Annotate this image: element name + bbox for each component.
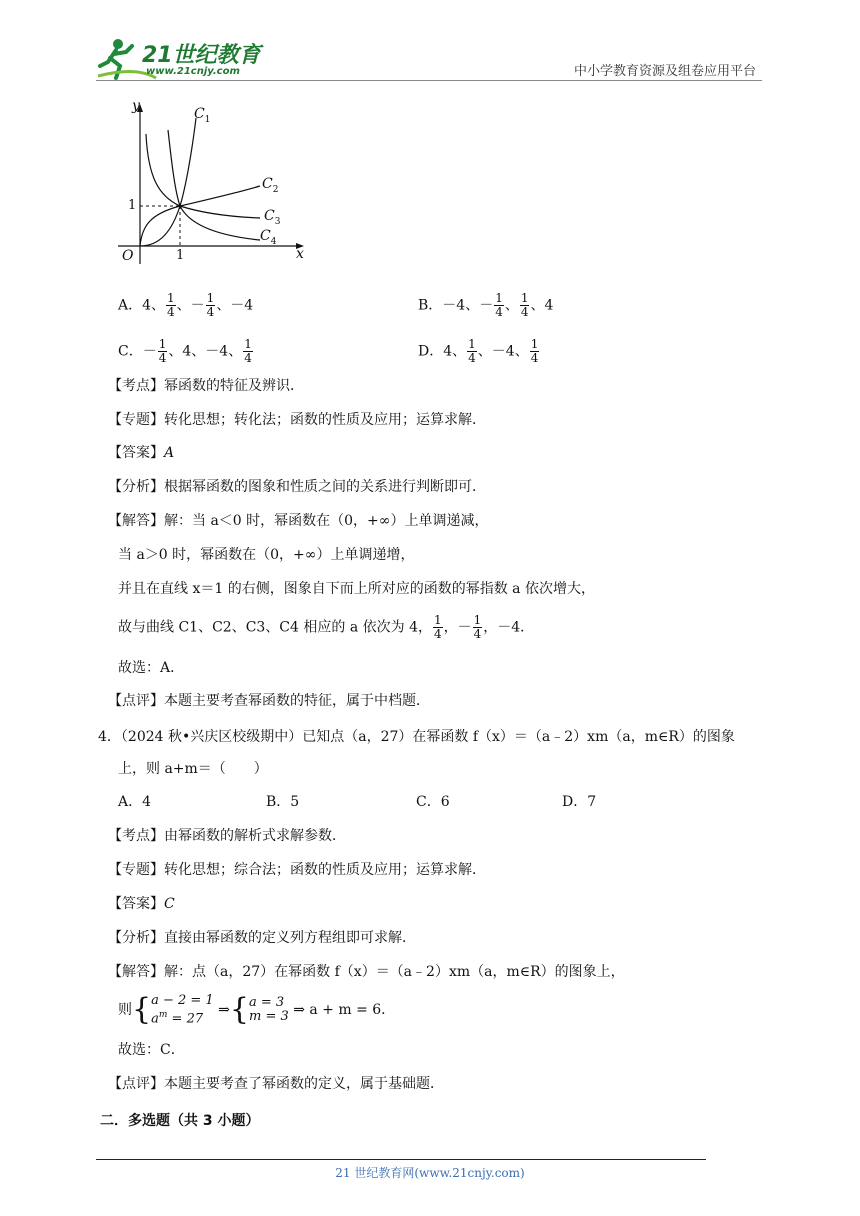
- q3-jieda-line4: 故与曲线 C1、C2、C3、C4 相应的 a 依次为 4， $\frac{1}{4}$ ，－ $\frac{1}{4}$ ，－4．: [118, 613, 535, 641]
- q3-option-b: B．－4、－ $\frac{1}{4}$ 、 $\frac{1}{4}$ 、4: [418, 291, 554, 319]
- q4-stem-line2: 上，则 a+m＝（ ）: [118, 761, 268, 777]
- q3-jieda-line1: 【解答】解：当 a＜0 时，幂函数在（0，+∞）上单调递减，: [108, 513, 489, 529]
- footer-link[interactable]: 21 世纪教育网(www.21cnjy.com): [335, 1166, 525, 1180]
- curve-c4-label: $C_4$: [260, 228, 277, 247]
- q4-answer: 【答案】C: [108, 896, 175, 912]
- q4-option-c: C．6: [416, 794, 450, 810]
- q3-fenxi: 【分析】根据幂函数的图象和性质之间的关系进行判断即可．: [108, 479, 486, 495]
- x-axis-label: x: [296, 246, 304, 262]
- q4-option-a: A．4: [118, 794, 152, 810]
- y-one-label: 1: [128, 198, 137, 213]
- site-logo: [96, 36, 266, 82]
- x-one-label: 1: [176, 248, 185, 263]
- q3-jieda-line2: 当 a＞0 时，幂函数在（0，+∞）上单调递增，: [118, 547, 415, 563]
- q4-option-d: D．7: [562, 794, 597, 810]
- curve-c3-label: $C_3$: [264, 208, 281, 227]
- q4-kaodian: 【考点】由幂函数的解析式求解参数．: [108, 828, 346, 844]
- q4-stem-line1: 4．（2024 秋•兴庆区校级期中）已知点（a，27）在幂函数 f（x）＝（a﹣2）xm（a，m∈R）的图象: [98, 729, 735, 745]
- q4-guxuan: 故选：C．: [118, 1042, 185, 1058]
- q4-fenxi: 【分析】直接由幂函数的定义列方程组即可求解．: [108, 930, 416, 946]
- q4-jieda-line1: 【解答】解：点（a，27）在幂函数 f（x）＝（a﹣2）xm（a，m∈R）的图象上，: [108, 964, 625, 980]
- q4-equation-system: 则{ a − 2 = 1 $a^m = 27$ ⇒{ a = 3 m = 3 ⇒ a + m = 6．: [118, 992, 396, 1028]
- q4-zhuanti: 【专题】转化思想；综合法；函数的性质及应用；运算求解．: [108, 862, 486, 878]
- q3-option-a: A．4、 $\frac{1}{4}$ 、－ $\frac{1}{4}$ 、－4: [118, 291, 254, 319]
- q3-answer: 【答案】A: [108, 445, 175, 461]
- q3-zhuanti: 【专题】转化思想；转化法；函数的性质及应用；运算求解．: [108, 412, 486, 428]
- footer-divider: [96, 1159, 706, 1160]
- q4-option-b: B．5: [266, 794, 300, 810]
- logo-url: www.21cnjy.com: [146, 66, 240, 77]
- header-divider: [96, 80, 762, 81]
- power-function-graph: [110, 96, 320, 272]
- graph-svg: [110, 96, 320, 268]
- q3-option-d: D．4、 $\frac{1}{4}$ 、－4、 $\frac{1}{4}$: [418, 337, 539, 365]
- curve-c1-label: $C_1$: [194, 106, 211, 125]
- section-heading: 二．多选题（共 3 小题）: [100, 1113, 260, 1129]
- q3-dianping: 【点评】本题主要考查幂函数的特征，属于中档题．: [108, 693, 430, 709]
- q3-guxuan: 故选：A．: [118, 660, 185, 676]
- q3-jieda-line3: 并且在直线 x＝1 的右侧，图象自下而上所对应的函数的幂指数 a 依次增大，: [118, 581, 595, 597]
- q4-dianping: 【点评】本题主要考查了幂函数的定义，属于基础题．: [108, 1076, 444, 1092]
- q3-kaodian: 【考点】幂函数的特征及辨识．: [108, 378, 304, 394]
- logo-text: 21世纪教育: [142, 43, 261, 68]
- q3-option-c: C．－ $\frac{1}{4}$ 、4、－4、 $\frac{1}{4}$: [118, 337, 252, 365]
- platform-title: 中小学教育资源及组卷应用平台: [573, 64, 756, 79]
- curve-c2-label: $C_2$: [262, 176, 279, 195]
- y-axis-label: y: [132, 98, 140, 114]
- origin-label: O: [122, 248, 134, 264]
